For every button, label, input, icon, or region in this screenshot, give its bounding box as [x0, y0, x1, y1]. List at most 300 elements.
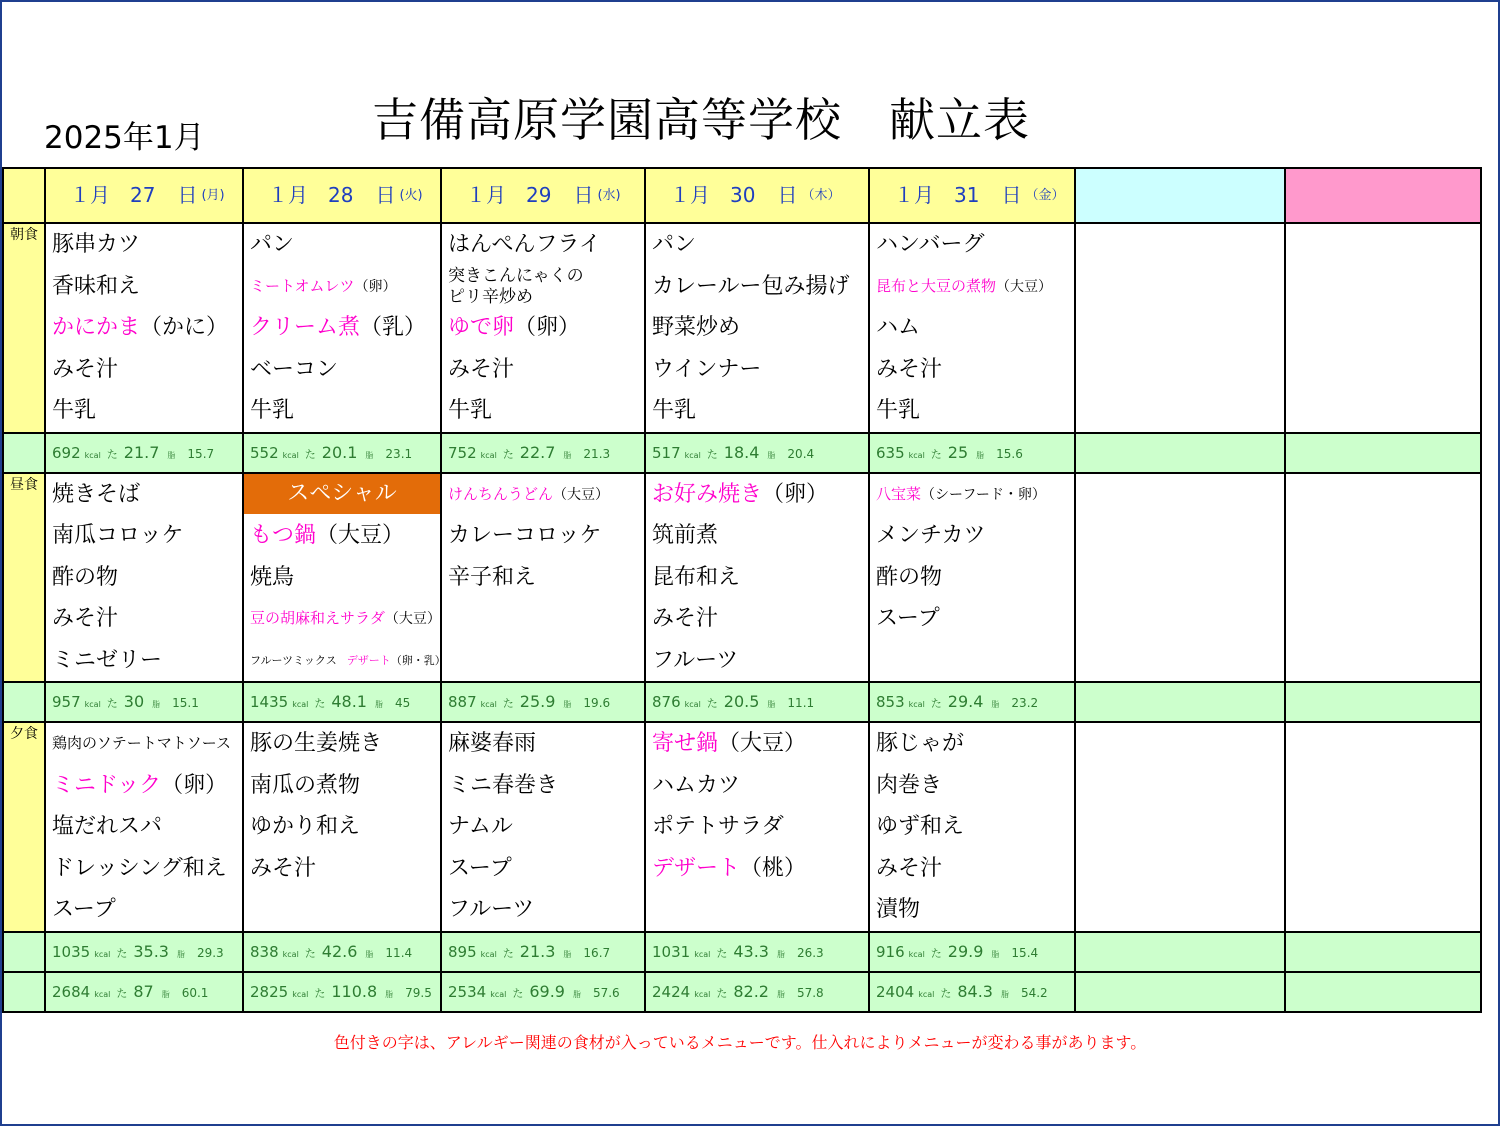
nutrition-values: [46, 933, 242, 971]
fat-value: 11.1: [787, 696, 815, 710]
protein-label: た: [930, 447, 942, 461]
menu-item-name: ミニ春巻き: [448, 772, 559, 798]
breakfast-menu-cell: [645, 223, 869, 433]
menu-item-name: 豚じゃが: [876, 731, 965, 756]
protein-label: た: [106, 447, 118, 461]
kcal-unit: kcal: [94, 949, 111, 959]
menu-item-name: 昆布和え: [652, 564, 741, 590]
menu-item-name: 酢の物: [52, 564, 119, 590]
kcal-value: 2404: [876, 982, 915, 1001]
date-header-row: [3, 168, 1481, 223]
menu-item: [244, 224, 440, 266]
fat-value: 23.1: [385, 446, 413, 461]
menu-item: [646, 307, 868, 349]
menu-body: [3, 168, 1481, 1012]
menu-item: [442, 723, 644, 765]
protein-value: 18.4: [723, 442, 760, 462]
breakfast-menu-cell: [45, 223, 243, 433]
kcal-value: 895: [448, 942, 477, 961]
menu-item-name: スープ: [448, 855, 512, 881]
menu-item: [870, 515, 1074, 557]
empty-cell: [1285, 722, 1481, 932]
menu-item-name: みそ汁: [652, 606, 719, 631]
nutrition-label-cell: [3, 932, 45, 972]
nutrition-values: [244, 973, 440, 1011]
menu-item-name: ハムカツ: [652, 772, 741, 798]
menu-item-name: 鶏肉のソテートマトソース: [52, 734, 231, 752]
menu-item: [646, 390, 868, 432]
menu-item-name: 南瓜の煮物: [250, 772, 361, 798]
menu-item: [870, 723, 1074, 765]
menu-item: [244, 266, 440, 308]
protein-value: 20.1: [321, 442, 358, 462]
fat-label: 脂: [563, 949, 572, 959]
protein-value: 82.2: [733, 981, 769, 1001]
kcal-value: 1031: [652, 942, 691, 961]
date-suffix: 日: [777, 183, 798, 207]
menu-item-name: ウインナー: [652, 356, 762, 382]
date-month: １月: [894, 183, 934, 207]
kcal-value: 692: [52, 443, 81, 462]
month-label: 2025年1月: [44, 120, 205, 156]
protein-label: た: [930, 946, 942, 960]
date-month: １月: [70, 183, 110, 207]
menu-item: [244, 806, 440, 848]
date-suffix: 日: [1001, 183, 1022, 207]
kcal-value: 838: [250, 942, 279, 961]
menu-item-name: みそ汁: [876, 855, 943, 881]
kcal-value: 2825: [250, 982, 289, 1001]
lunch-nutrition-row: [3, 682, 1481, 722]
menu-item: [646, 806, 868, 848]
nutrition-cell: [45, 972, 243, 1012]
empty-nutrition-cell: [1075, 972, 1285, 1012]
menu-item: [442, 266, 644, 308]
menu-item: [870, 889, 1074, 931]
menu-item-name: 辛子和え: [448, 564, 537, 590]
menu-item: [442, 224, 644, 266]
menu-item-name: フルーツミックス: [250, 653, 337, 667]
menu-item: [46, 349, 242, 391]
kcal-unit: kcal: [480, 450, 497, 460]
kcal-unit: kcal: [84, 450, 101, 460]
fat-label: 脂: [385, 989, 394, 999]
allergen-note: （大豆）: [553, 486, 610, 503]
dinner-row: [3, 722, 1481, 932]
menu-item: [46, 765, 242, 807]
kcal-value: 635: [876, 443, 905, 462]
menu-item: [46, 598, 242, 640]
protein-label: た: [512, 986, 524, 1000]
nutrition-cell: [645, 932, 869, 972]
date-month: １月: [466, 183, 506, 207]
menu-item-name: 牛乳: [52, 398, 97, 423]
date-label: [46, 169, 242, 222]
kcal-value: 2534: [448, 982, 487, 1001]
kcal-unit: kcal: [94, 989, 111, 999]
dinner-label: 夕食: [10, 726, 38, 742]
menu-item-name: みそ汁: [448, 356, 515, 382]
protein-label: た: [706, 447, 718, 461]
lunch-row: [3, 473, 1481, 683]
menu-item-name: 漬物: [876, 897, 921, 922]
menu-item: [244, 598, 440, 640]
nutrition-cell: [45, 932, 243, 972]
menu-item-name: 焼きそば: [52, 481, 141, 507]
date-day: 30: [730, 183, 756, 207]
protein-value: 35.3: [133, 941, 169, 961]
protein-label: た: [502, 946, 514, 960]
menu-item: [244, 557, 440, 599]
dinner-menu-cell: [645, 722, 869, 932]
nutrition-values: [244, 933, 440, 971]
menu-item: [244, 765, 440, 807]
menu-item: [244, 307, 440, 349]
nutrition-cell: [869, 682, 1075, 722]
nutrition-cell: [645, 682, 869, 722]
protein-label: た: [106, 697, 118, 710]
empty-nutrition-cell: [1285, 932, 1481, 972]
fat-value: 21.3: [583, 446, 611, 461]
fat-label: 脂: [161, 989, 170, 999]
date-cell: [243, 168, 441, 223]
menu-item: [442, 806, 644, 848]
fat-label: 脂: [176, 949, 185, 959]
menu-table: [2, 167, 1482, 1013]
lunch-label-cell: [3, 473, 45, 683]
protein-value: 29.4: [947, 692, 984, 711]
protein-value: 20.5: [723, 692, 760, 711]
menu-item-name: 牛乳: [448, 398, 493, 423]
protein-value: 84.3: [957, 981, 993, 1001]
menu-item: [46, 307, 242, 349]
fat-value: 79.5: [405, 985, 432, 1000]
nutrition-values: [46, 973, 242, 1011]
menu-item-name: 肉巻き: [876, 772, 943, 798]
menu-item-name: クリーム煮: [250, 315, 361, 340]
nutrition-values: [646, 973, 868, 1011]
menu-item-name: みそ汁: [876, 356, 943, 382]
kcal-unit: kcal: [694, 949, 711, 959]
kcal-value: 2424: [652, 982, 691, 1001]
special-badge: スペシャル: [244, 474, 440, 514]
nutrition-cell: [869, 932, 1075, 972]
menu-item-name: 香味和え: [52, 273, 141, 299]
nutrition-cell: [243, 682, 441, 722]
menu-item-name: ポテトサラダ: [652, 814, 784, 839]
kcal-unit: kcal: [490, 989, 507, 999]
menu-item-name: ゆかり和え: [250, 814, 361, 839]
kcal-value: 957: [52, 693, 81, 711]
allergen-note: （シーフード・卵）: [921, 486, 1046, 503]
menu-item-name: 筑前煮: [652, 523, 719, 548]
menu-item-name: 八宝菜: [876, 484, 922, 503]
fat-label: 脂: [767, 700, 776, 709]
menu-item-name: デザート: [652, 855, 741, 881]
daily-total-row: [3, 972, 1481, 1012]
kcal-value: 517: [652, 443, 681, 462]
menu-item: [646, 515, 868, 557]
allergen-note: （卵）: [762, 481, 829, 507]
empty-nutrition-cell: [1075, 433, 1285, 473]
nutrition-values: [646, 683, 868, 721]
menu-item: [46, 266, 242, 308]
menu-item-name: 野菜炒め: [652, 315, 741, 340]
nutrition-cell: [869, 972, 1075, 1012]
empty-nutrition-cell: [1285, 972, 1481, 1012]
protein-label: た: [930, 697, 942, 710]
protein-label: た: [304, 447, 316, 461]
menu-item-name: ハム: [876, 315, 921, 340]
lunch-label: 昼食: [10, 476, 38, 493]
fat-label: 脂: [374, 700, 383, 709]
menu-item: [46, 848, 242, 890]
weekday: (水): [597, 188, 621, 203]
menu-item-name: スープ: [52, 897, 116, 922]
menu-item: [46, 640, 242, 682]
menu-item: [870, 806, 1074, 848]
date-label: [442, 169, 644, 222]
menu-item: [646, 848, 868, 890]
empty-nutrition-cell: [1075, 682, 1285, 722]
protein-value: 21.7: [123, 442, 160, 462]
protein-label: た: [940, 986, 952, 1000]
fat-label: 脂: [572, 989, 581, 999]
menu-item-name: カレーコロッケ: [448, 523, 602, 548]
protein-value: 25: [947, 442, 969, 462]
menu-item: [442, 349, 644, 391]
weekday: (月): [201, 188, 225, 203]
dinner-menu-cell: [869, 722, 1075, 932]
nutrition-values: [244, 434, 440, 472]
date-day: 27: [130, 183, 156, 207]
allergen-note: （乳）: [360, 315, 427, 340]
menu-item: [870, 390, 1074, 432]
menu-item: [870, 307, 1074, 349]
nutrition-cell: [645, 433, 869, 473]
dinner-menu-cell: [243, 722, 441, 932]
protein-value: 30: [123, 692, 145, 711]
kcal-value: 552: [250, 443, 279, 462]
total-label-cell: [3, 972, 45, 1012]
menu-item-name: カレールー包み揚げ: [652, 273, 850, 299]
fat-label: 脂: [563, 450, 572, 460]
menu-item-name: 豚串カツ: [52, 232, 141, 257]
empty-cell: [1075, 722, 1285, 932]
empty-cell: [1285, 223, 1481, 433]
menu-item: [870, 557, 1074, 599]
menu-item: [442, 390, 644, 432]
fat-label: 脂: [167, 450, 176, 460]
menu-item-name: メンチカツ: [876, 523, 986, 548]
allergy-notice: 色付きの字は、アレルギー関連の食材が入っているメニューです。仕入れによりメニューが変わる事があります。: [333, 1033, 1147, 1052]
menu-item: [244, 515, 440, 557]
protein-label: た: [716, 986, 728, 1000]
fat-value: 11.4: [385, 945, 413, 960]
menu-item-name: ベーコン: [250, 356, 339, 382]
empty-cell: [1075, 473, 1285, 683]
breakfast-menu-cell: [441, 223, 645, 433]
protein-label: た: [116, 946, 128, 960]
menu-item: [646, 224, 868, 266]
fat-value: 20.4: [787, 446, 815, 461]
fat-label: 脂: [976, 450, 985, 460]
menu-item-name: けんちんうどん: [448, 484, 554, 503]
protein-label: た: [706, 697, 718, 710]
protein-label: た: [502, 697, 514, 710]
nutrition-cell: [441, 932, 645, 972]
fat-value: 16.7: [583, 945, 611, 960]
date-day: 28: [328, 183, 354, 207]
protein-value: 42.6: [321, 941, 358, 961]
lunch-menu-cell: [441, 473, 645, 683]
protein-value: 48.1: [331, 692, 367, 711]
menu-item-line1: 突きこんにゃくの: [448, 265, 584, 286]
kcal-unit: kcal: [918, 989, 935, 999]
menu-item-name: みそ汁: [52, 606, 119, 631]
menu-item: [244, 349, 440, 391]
date-cell: [45, 168, 243, 223]
menu-item: [442, 889, 644, 931]
date-month: １月: [670, 183, 710, 207]
menu-item-name: 塩だれスパ: [52, 814, 163, 839]
allergen-note: （大豆）: [384, 611, 441, 627]
fat-value: 54.2: [1020, 985, 1048, 1000]
allergen-note: （大豆）: [996, 278, 1053, 295]
kcal-unit: kcal: [684, 700, 701, 709]
lunch-menu-cell: [243, 473, 446, 683]
menu-item: [646, 723, 868, 765]
fat-value: 45: [394, 696, 411, 710]
kcal-value: 887: [448, 693, 477, 711]
date-day: 31: [954, 183, 980, 207]
date-cell: [441, 168, 645, 223]
menu-item: [46, 390, 242, 432]
menu-item: [442, 557, 644, 599]
protein-value: 25.9: [519, 692, 556, 711]
allergen-note: （卵）: [161, 772, 228, 798]
menu-item: [646, 349, 868, 391]
menu-item: [244, 390, 440, 432]
menu-item: [46, 224, 242, 266]
menu-item: [870, 598, 1074, 640]
kcal-value: 752: [448, 443, 477, 462]
menu-item-name: パン: [250, 232, 295, 257]
date-suffix: 日: [177, 183, 198, 207]
kcal-value: 2684: [52, 982, 91, 1001]
protein-value: 87: [133, 981, 154, 1001]
menu-item: [442, 515, 644, 557]
protein-label: た: [116, 986, 128, 1000]
menu-item: [46, 515, 242, 557]
menu-item: [646, 640, 868, 682]
empty-header-pink: [1285, 168, 1481, 223]
menu-item-name: みそ汁: [52, 356, 119, 382]
nutrition-values: [646, 434, 868, 472]
fat-label: 脂: [152, 700, 161, 709]
allergen-note: （卵・乳）: [390, 653, 446, 667]
kcal-unit: kcal: [908, 949, 925, 959]
fat-value: 57.6: [592, 985, 620, 1000]
nutrition-cell: [243, 932, 441, 972]
breakfast-menu-cell: [243, 223, 441, 433]
dinner-label-cell: [3, 722, 45, 932]
fat-value: 15.6: [996, 446, 1023, 461]
breakfast-menu-cell: [869, 223, 1075, 433]
fat-label: 脂: [767, 450, 776, 460]
empty-nutrition-cell: [1285, 682, 1481, 722]
menu-item-name: 豆の胡麻和えサラダ: [250, 609, 385, 627]
fat-value: 60.1: [181, 985, 209, 1000]
fat-label: 脂: [563, 700, 572, 709]
menu-item-name: 昆布と大豆の煮物: [876, 276, 997, 295]
nutrition-cell: [441, 433, 645, 473]
nutrition-cell: [645, 972, 869, 1012]
menu-item: [870, 266, 1074, 308]
menu-item-name: ハンバーグ: [876, 232, 985, 257]
fat-label: 脂: [365, 450, 374, 460]
protein-value: 43.3: [733, 941, 769, 961]
fat-value: 15.4: [1011, 945, 1039, 960]
date-suffix: 日: [573, 183, 594, 207]
menu-item-name: 牛乳: [250, 398, 295, 423]
fat-value: 15.1: [172, 696, 199, 710]
fat-value: 15.7: [187, 446, 215, 461]
empty-header-cyan: [1075, 168, 1285, 223]
fat-label: 脂: [365, 949, 374, 959]
menu-item-name: フルーツ: [448, 897, 535, 922]
fat-label: 脂: [991, 949, 1000, 959]
menu-item: [870, 848, 1074, 890]
kcal-value: 916: [876, 942, 905, 961]
weekday: （金）: [1025, 188, 1065, 203]
menu-item-name: フルーツ: [652, 647, 739, 673]
menu-item-name: もつ鍋: [250, 523, 317, 548]
menu-item: [244, 848, 440, 890]
kcal-unit: kcal: [694, 989, 711, 999]
menu-item-name: みそ汁: [250, 855, 317, 881]
protein-label: た: [502, 447, 514, 461]
kcal-unit: kcal: [282, 949, 299, 959]
kcal-unit: kcal: [908, 450, 925, 460]
kcal-value: 1035: [52, 942, 91, 961]
menu-item-name: パン: [652, 232, 697, 257]
nutrition-values: [442, 973, 644, 1011]
menu-item: [46, 889, 242, 931]
menu-item-name: ナムル: [448, 814, 513, 839]
menu-item-name: スープ: [876, 606, 940, 631]
nutrition-values: [442, 933, 644, 971]
lunch-menu-cell: [45, 473, 243, 683]
nutrition-cell: [243, 972, 441, 1012]
menu-item: [244, 640, 446, 682]
kcal-unit: kcal: [84, 700, 101, 709]
date-label: [870, 169, 1074, 222]
menu-item: [442, 307, 644, 349]
fat-label: 脂: [776, 989, 785, 999]
menu-item: [442, 474, 644, 516]
nutrition-values: [870, 973, 1074, 1011]
breakfast-row: [3, 223, 1481, 433]
kcal-unit: kcal: [480, 700, 497, 709]
page-title: 吉備高原学園高等学校 献立表: [372, 93, 1030, 147]
protein-label: た: [314, 986, 326, 1000]
nutrition-values: [244, 683, 440, 721]
menu-item: [870, 224, 1074, 266]
allergen-note: （大豆）: [316, 523, 405, 548]
menu-item: [46, 474, 242, 516]
protein-value: 22.7: [519, 442, 556, 462]
